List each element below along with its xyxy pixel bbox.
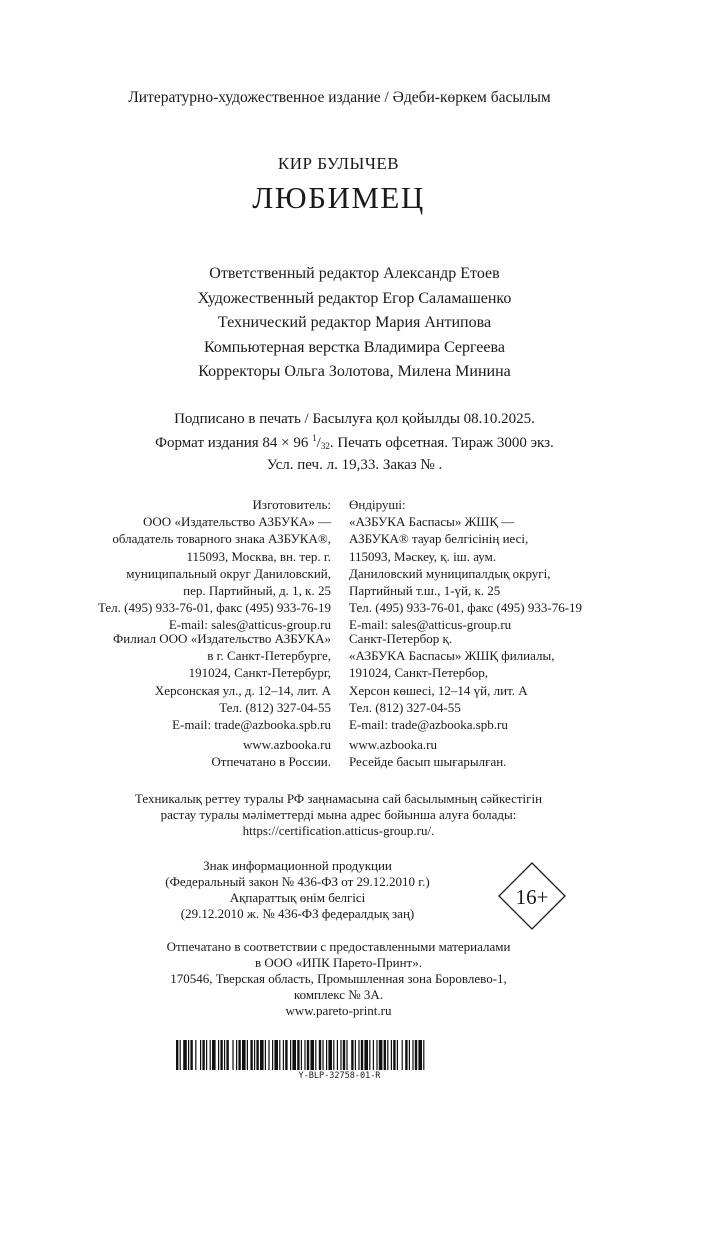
barcode-bar [254, 1040, 255, 1070]
branch-kz-line: «АЗБУКА Баспасы» ЖШҚ филиалы, [349, 648, 555, 664]
branch-kz-line: E-mail: trade@azbooka.spb.ru [349, 717, 508, 733]
barcode-bar [415, 1040, 417, 1070]
barcode-bar [319, 1040, 321, 1070]
barcode-bar [391, 1040, 392, 1070]
barcode-bar [290, 1040, 291, 1070]
publisher-kz-line: E-mail: sales@atticus-group.ru [349, 617, 512, 633]
barcode-bar [358, 1040, 359, 1070]
branch-kz-line: Санкт-Петербор қ. [349, 631, 453, 646]
barcode-bar [373, 1040, 374, 1070]
barcode-bar [226, 1040, 228, 1070]
footer-ru [211, 736, 331, 770]
publisher-ru [98, 496, 331, 634]
publisher-kz-line: 115093, Мәскеу, қ. іш. аум. [349, 548, 497, 564]
sheets-order: Усл. печ. л. 19,33. Заказ № . [266, 457, 443, 473]
signed-to-print: Подписано в печать / Басылуға қол қойылды 08.10.2025. [174, 411, 535, 427]
barcode-image [176, 1040, 503, 1070]
branch-ru-line: 191024, Санкт-Петербург, [188, 665, 331, 681]
format-denominator: 32 [320, 441, 330, 451]
barcode-bar [397, 1040, 398, 1070]
format-suffix: . Печать офсетная. Тираж 3000 экз. [329, 435, 554, 451]
publisher-kz-line: «АЗБУКА Баспасы» ЖШҚ — [349, 514, 515, 530]
barcode-bar [206, 1040, 207, 1070]
barcode-bar [418, 1040, 422, 1070]
barcode-bar [412, 1040, 413, 1070]
footer-kz [349, 736, 506, 770]
barcode-bar [188, 1040, 189, 1070]
publisher-kz [349, 496, 582, 634]
barcode-bar [283, 1040, 284, 1070]
branch-kz-line: 191024, Санкт-Петербор, [349, 665, 489, 681]
branch-ru-line: E-mail: trade@azbooka.spb.ru [172, 717, 331, 733]
website-kz: www.azbooka.ru [349, 737, 437, 752]
publisher-kz-line: Өндіруші: [349, 497, 406, 512]
age-rating-text: 16+ [515, 885, 549, 909]
barcode-bar [238, 1040, 240, 1070]
printed-in-russia: Отпечатано в России. [211, 754, 331, 770]
credit-line: Художественный редактор Егор Саламашенко [197, 289, 512, 307]
book-title: ЛЮБИМЕЦ [252, 180, 425, 215]
sign-line: (29.12.2010 ж. № 436-ФЗ федералдық заң) [180, 906, 415, 921]
branch-ru [113, 630, 331, 733]
credit-line: Технический редактор Мария Антипова [217, 314, 492, 331]
barcode-bar [292, 1040, 296, 1070]
barcode-bar [256, 1040, 258, 1070]
barcode-bar [304, 1040, 305, 1070]
barcode-bar [307, 1040, 309, 1070]
print-info [0, 410, 709, 475]
tech-line: растау туралы мәліметтерді мына адрес бойынша алуға болады: [160, 807, 517, 822]
printer-line: 170546, Тверская область, Промышленная зона Боровлево-1, [170, 971, 507, 986]
publisher-ru-line: 115093, Москва, вн. тер. г. [186, 548, 331, 564]
barcode-bar [297, 1040, 299, 1070]
printed-in-russia-kz: Ресейде басып шығарылған. [349, 754, 507, 770]
barcode-bar [423, 1040, 424, 1070]
barcode-bar [351, 1040, 353, 1070]
credit-line: Корректоры Ольга Золотова, Милена Минина [198, 363, 511, 380]
sign-line: (Федеральный закон № 436-ФЗ от 29.12.2010 г.) [165, 874, 430, 889]
barcode-bar [337, 1040, 338, 1070]
sign-line: Знак информационной продукции [203, 858, 392, 873]
series-subtitle: Литературно-художественное издание / Әдеби-көркем басылым [128, 89, 551, 106]
publisher-kz-line: АЗБУКА® тауар белгісінің иесі, [349, 531, 529, 547]
editorial-credits [0, 262, 709, 385]
barcode-bar [333, 1040, 334, 1070]
publisher-ru-line: муниципальный округ Даниловский, [126, 565, 331, 581]
barcode-bar [301, 1040, 302, 1070]
barcode-bar [409, 1040, 410, 1070]
barcode-bar [346, 1040, 347, 1070]
barcode-bar [247, 1040, 248, 1070]
barcode-bar [210, 1040, 211, 1070]
branch-kz-line: Херсон көшесі, 12–14 үй, лит. А [349, 682, 528, 698]
publisher-ru-line: пер. Партийный, д. 1, к. 25 [183, 583, 331, 599]
credit-line: Компьютерная верстка Владимира Сергеева [204, 338, 505, 356]
barcode-bar [265, 1040, 266, 1070]
barcode-bar [376, 1040, 377, 1070]
barcode-bar [405, 1040, 407, 1070]
barcode-bar [279, 1040, 280, 1070]
barcode-bar [180, 1040, 181, 1070]
printer-line: www.pareto-print.ru [285, 1003, 392, 1018]
barcode-bar [393, 1040, 395, 1070]
barcode-bar [285, 1040, 287, 1070]
website-ru: www.azbooka.ru [243, 737, 331, 752]
branch-ru-line: Тел. (812) 327-04-55 [219, 699, 331, 715]
barcode-bar [232, 1040, 233, 1070]
barcode-bar [190, 1040, 192, 1070]
tech-line: Техникалық реттеу туралы РФ заңнамасына сай басылымның сәйкестігін [134, 791, 543, 806]
publisher-ru-line: Изготовитель: [252, 497, 331, 512]
printer-line: комплекс № 3А. [293, 987, 384, 1002]
barcode-bar [183, 1040, 187, 1070]
barcode-bar [402, 1040, 403, 1070]
tech-regulation-note [0, 791, 693, 839]
age-rating-badge [498, 862, 566, 930]
publisher-ru-line: E-mail: sales@atticus-group.ru [168, 617, 331, 633]
barcode-bar [202, 1040, 204, 1070]
barcode-bar [369, 1040, 370, 1070]
barcode-bar [200, 1040, 201, 1070]
barcode-bar [355, 1040, 356, 1070]
barcode-bar [274, 1040, 278, 1070]
branch-ru-line: Херсонская ул., д. 12–14, лит. А [154, 682, 331, 698]
publisher-kz-line: Тел. (495) 933-76-01, факс (495) 933-76-19 [349, 600, 583, 616]
credit-line: Ответственный редактор Александр Етоев [209, 265, 500, 282]
publisher-ru-line: ООО «Издательство АЗБУКА» — [143, 514, 331, 530]
format-prefix: Формат издания 84 × 96 [155, 435, 313, 451]
barcode-bar [250, 1040, 252, 1070]
barcode-bar [315, 1040, 316, 1070]
barcode-bar [272, 1040, 273, 1070]
branch-ru-line: Филиал ООО «Издательство АЗБУКА» [112, 631, 331, 646]
branch-ru-line: в г. Санкт-Петербурге, [207, 648, 331, 664]
barcode-bar [326, 1040, 327, 1070]
barcode-bar [195, 1040, 196, 1070]
barcode-bar [310, 1040, 314, 1070]
format-numerator: 1 [312, 433, 317, 443]
barcode-bar [322, 1040, 323, 1070]
barcode-bar [236, 1040, 237, 1070]
barcode-bar [218, 1040, 219, 1070]
barcode-bar [212, 1040, 216, 1070]
sign-line: Ақпараттық өнім белгісі [229, 890, 366, 905]
branch-kz-line: Тел. (812) 327-04-55 [349, 699, 461, 715]
tech-line: https://certification.atticus-group.ru/. [242, 823, 435, 838]
barcode-bar [220, 1040, 222, 1070]
publisher-ru-line: Тел. (495) 933-76-01, факс (495) 933-76-19 [97, 600, 331, 616]
barcode-bar [364, 1040, 368, 1070]
publisher-kz-line: Даниловский муниципалдық округі, [349, 565, 551, 581]
printer-line: в ООО «ИПК Парето-Принт». [254, 955, 422, 970]
author-name: КИР БУЛЫЧЕВ [277, 154, 400, 173]
barcode-bar [387, 1040, 388, 1070]
publisher-ru-line: обладатель товарного знака АЗБУКА®, [112, 531, 331, 547]
barcode-bar [343, 1040, 345, 1070]
barcode-bar [242, 1040, 246, 1070]
printing-house [0, 939, 693, 1019]
branch-kz [349, 630, 554, 733]
format-line: Формат издания 84 × 96 $^1/_{32}$. Печать офсетная. Тираж 3000 экз. [155, 433, 554, 451]
barcode-bar [340, 1040, 341, 1070]
barcode-label: Y-BLP-32758-01-R [298, 1071, 381, 1081]
barcode-bar [260, 1040, 264, 1070]
barcode-bar [176, 1040, 178, 1070]
barcode-bar [328, 1040, 332, 1070]
barcode-bar [379, 1040, 383, 1070]
printer-line: Отпечатано в соответствии с предоставленными материалами [166, 939, 511, 954]
barcode-bar [224, 1040, 225, 1070]
barcode-bar [268, 1040, 269, 1070]
barcode-bar [384, 1040, 386, 1070]
publisher-kz-line: Партийный т.ш., 1-үй, к. 25 [349, 583, 501, 599]
barcode-bar [361, 1040, 363, 1070]
